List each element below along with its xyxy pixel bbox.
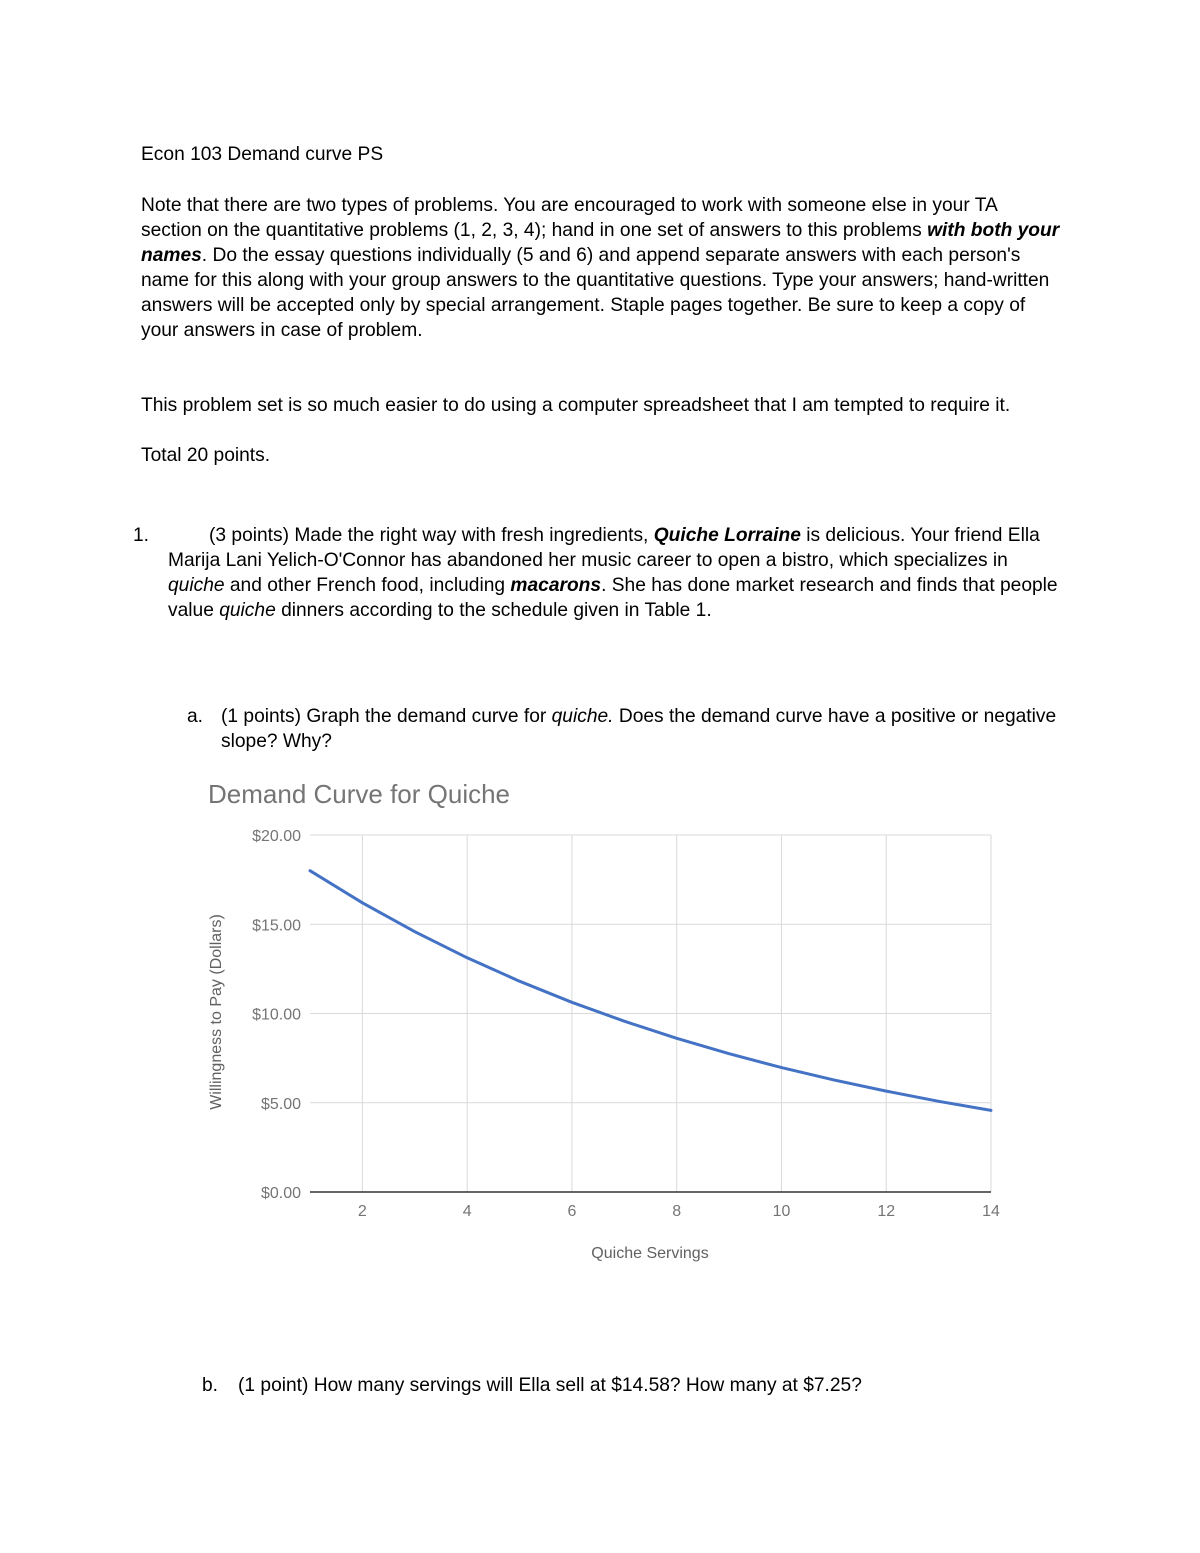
q1-text-3: and other French food, including bbox=[224, 575, 511, 596]
y-tick-label-20: $20.00 bbox=[252, 828, 301, 845]
part-a-text-1: (1 points) Graph the demand curve for bbox=[221, 706, 552, 727]
part-a-italic-quiche: quiche. bbox=[551, 706, 614, 727]
question-1-number: 1. bbox=[133, 525, 150, 546]
intro-paragraph bbox=[141, 193, 1061, 343]
x-tick-label-4: 4 bbox=[462, 1203, 472, 1220]
x-tick-label-12: 12 bbox=[877, 1203, 896, 1220]
x-tick-label-2: 2 bbox=[357, 1203, 367, 1220]
y-tick-label-15: $15.00 bbox=[252, 917, 301, 935]
intro-text-1: Note that there are two types of problems. You are encouraged to work with someone else in your TA section on the quantitative problems (1, 2, 3, 4); hand in one set of answers to this problems bbox=[141, 195, 997, 241]
y-tick-label-5: $5.00 bbox=[260, 1095, 301, 1113]
part-b-text: (1 point) How many servings will Ella sell at $14.58? How many at $7.25? bbox=[238, 1375, 862, 1396]
total-points: Total 20 points. bbox=[141, 445, 271, 466]
chart-y-tick-labels bbox=[252, 828, 301, 1202]
question-1-text bbox=[168, 523, 1063, 623]
q1-text-4: . She has done market research and finds that people value bbox=[168, 575, 1058, 621]
chart-title: Demand Curve for Quiche bbox=[208, 779, 511, 809]
q1-text-2: is delicious. Your friend Ella Marija Lani Yelich-O'Connor has abandoned her music career to open a bistro, which specializes in bbox=[168, 525, 1040, 571]
chart-y-axis-label: Willingness to Pay (Dollars) bbox=[208, 914, 225, 1110]
chart-x-tick-labels bbox=[358, 1203, 1000, 1220]
intro-text-2: . Do the essay questions individually (5 and 6) and append separate answers with each person's name for this along with your group answers to the quantitative questions. Type your answers; hand-written answers will be accepted only by special arrangement. Staple pages together. Be sure to keep a copy of your answers in case of problem. bbox=[141, 245, 1050, 341]
part-b-label: b. bbox=[202, 1375, 219, 1396]
chart-x-axis-label: Quiche Servings bbox=[591, 1245, 709, 1262]
document-title: Econ 103 Demand curve PS bbox=[141, 144, 384, 165]
demand-curve-chart bbox=[195, 772, 1025, 1272]
part-a-text-2: Does the demand curve have a positive or negative slope? Why? bbox=[221, 706, 1057, 752]
q1-bold-macarons: macarons bbox=[510, 575, 602, 596]
chart-gridlines bbox=[310, 835, 991, 1192]
chart-series bbox=[310, 871, 991, 1111]
x-tick-label-8: 8 bbox=[672, 1203, 682, 1220]
q1-text-5: dinners according to the schedule given in Table 1. bbox=[275, 600, 712, 621]
spreadsheet-note: This problem set is so much easier to do using a computer spreadsheet that I am tempted to require it. bbox=[141, 395, 1011, 416]
x-tick-label-14: 14 bbox=[982, 1203, 1000, 1220]
part-a-text bbox=[221, 704, 1066, 754]
q1-bold-quiche-lorraine: Quiche Lorraine bbox=[653, 525, 801, 546]
q1-italic-quiche: quiche bbox=[168, 575, 225, 596]
q1-italic-quiche-2: quiche bbox=[219, 600, 276, 621]
y-tick-label-0: $0.00 bbox=[260, 1185, 301, 1202]
q1-text-1: (3 points) Made the right way with fresh ingredients, bbox=[209, 525, 654, 546]
x-tick-label-6: 6 bbox=[567, 1203, 577, 1220]
demand-curve-line bbox=[310, 871, 991, 1111]
y-tick-label-10: $10.00 bbox=[252, 1006, 301, 1024]
intro-bold-names: with both your names bbox=[141, 220, 1060, 266]
x-tick-label-10: 10 bbox=[772, 1203, 791, 1220]
part-a-label: a. bbox=[187, 706, 204, 727]
